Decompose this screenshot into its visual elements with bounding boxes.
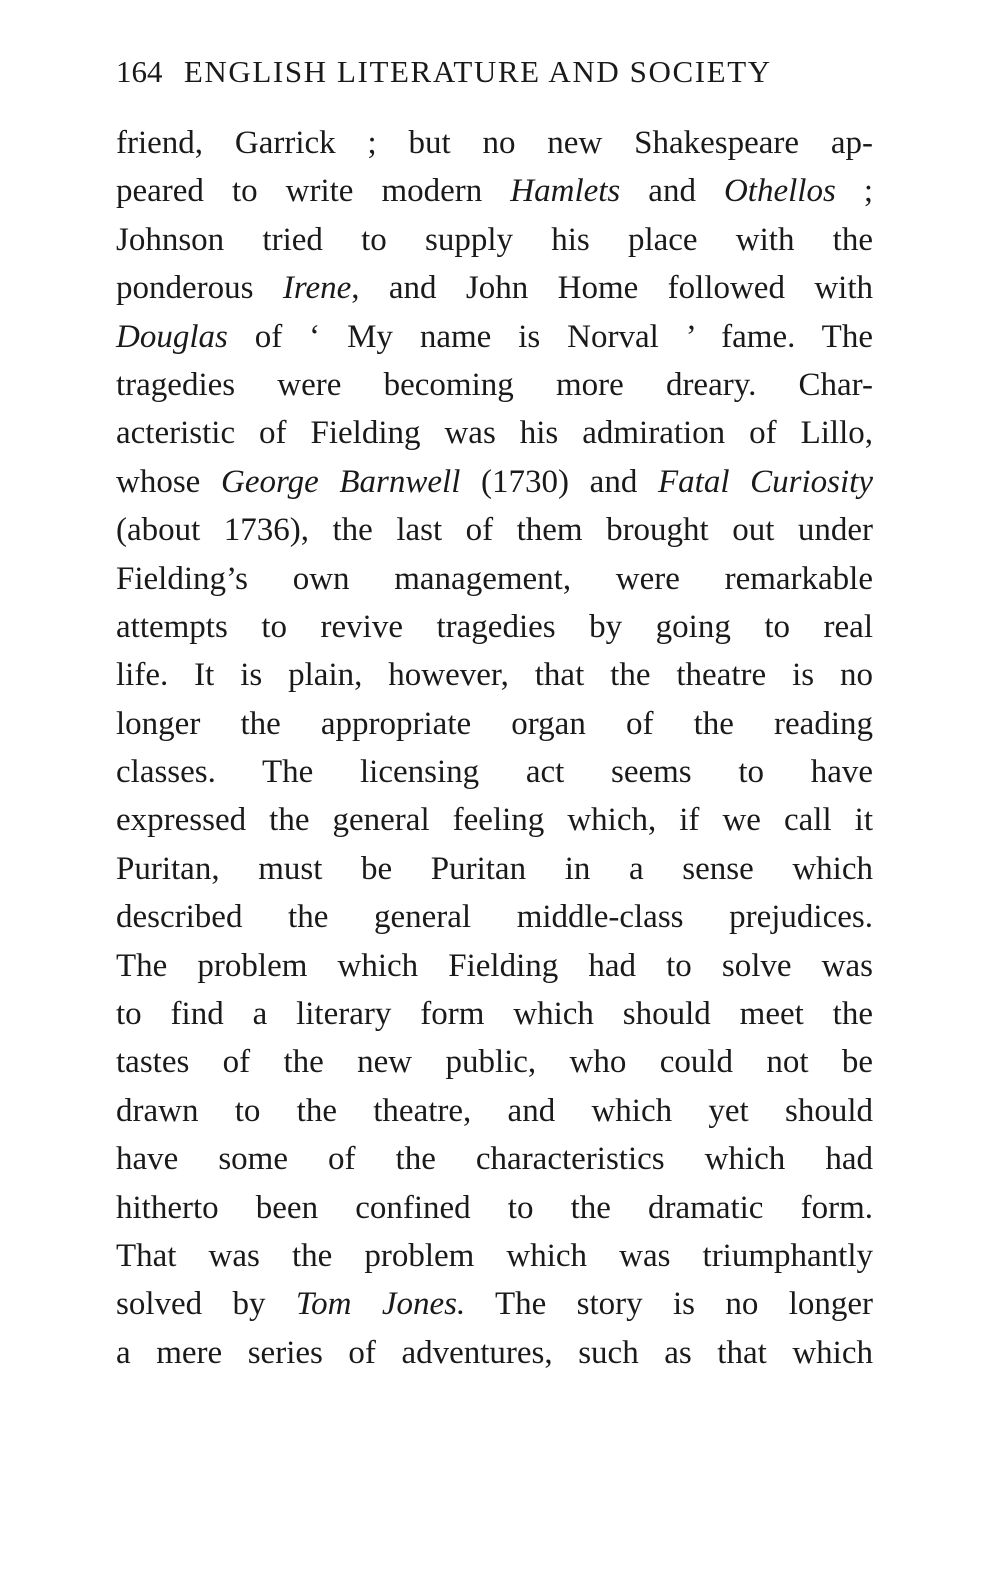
text-line (116, 458, 873, 506)
text-line (116, 1280, 873, 1328)
text-run: of ‘ My name is Norval ’ fame. The (227, 318, 873, 355)
italic-title: Tom Jones. (295, 1286, 466, 1323)
italic-title: George Barnwell (220, 463, 461, 500)
text-run: have some of the characteristics which had (116, 1141, 873, 1178)
text-run: ; (835, 173, 873, 210)
text-run: The problem which Fielding had to solve was (116, 947, 873, 984)
text-run: (1730) and (460, 463, 658, 500)
text-run: life. It is plain, however, that the theatre is no (116, 657, 873, 694)
text-run: That was the problem which was triumphantly (116, 1237, 873, 1274)
text-run: whose (116, 463, 221, 500)
text-run: classes. The licensing act seems to have (116, 754, 873, 791)
text-run: longer the appropriate organ of the reading (116, 705, 873, 742)
text-line (116, 167, 873, 215)
text-line (116, 700, 873, 748)
text-line (116, 990, 873, 1038)
page-number: 164 (116, 54, 163, 89)
text-run: and (620, 173, 724, 210)
text-line (116, 1184, 873, 1232)
text-line (116, 361, 873, 409)
text-run: expressed the general feeling which, if we call it (116, 802, 873, 839)
text-line (116, 748, 873, 796)
text-line (116, 216, 873, 264)
text-run: The story is no longer (465, 1286, 873, 1323)
text-line (116, 1038, 873, 1086)
text-run: hitherto been confined to the dramatic form. (116, 1189, 873, 1226)
text-line (116, 119, 873, 167)
text-line (116, 264, 873, 312)
text-run: friend, Garrick ; but no new Shakespeare ap- (116, 125, 873, 161)
text-run: to find a literary form which should meet the (116, 996, 873, 1033)
italic-title: Hamlets (510, 173, 621, 210)
text-line (116, 1232, 873, 1280)
text-line (116, 1135, 873, 1183)
text-line (116, 1329, 873, 1377)
text-run: , and John Home followed with (351, 270, 873, 307)
text-line (116, 603, 873, 651)
text-run: attempts to revive tragedies by going to real (116, 608, 873, 645)
text-run: described the general middle-class prejudices. (116, 899, 873, 936)
text-line (116, 555, 873, 603)
text-run: (about 1736), the last of them brought out under (116, 512, 873, 549)
text-run: drawn to the theatre, and which yet should (116, 1092, 873, 1129)
body-text (116, 119, 873, 1377)
text-line (116, 409, 873, 457)
text-line (116, 651, 873, 699)
italic-title: Irene (282, 270, 352, 307)
running-head (116, 52, 873, 92)
italic-title: Fatal Curiosity (658, 463, 873, 500)
italic-title: Douglas (116, 318, 228, 355)
text-run: tragedies were becoming more dreary. Char- (116, 366, 873, 403)
text-run: Fielding’s own management, were remarkable (116, 560, 873, 597)
text-run: peared to write modern (116, 173, 511, 210)
text-line (116, 893, 873, 941)
text-line (116, 796, 873, 844)
text-line (116, 845, 873, 893)
text-run: tastes of the new public, who could not be (116, 1044, 873, 1081)
text-line (116, 942, 873, 990)
text-line (116, 506, 873, 554)
text-run: Johnson tried to supply his place with the (116, 221, 873, 258)
text-line (116, 313, 873, 361)
text-run: solved by (116, 1286, 296, 1323)
running-title: ENGLISH LITERATURE AND SOCIETY (183, 54, 772, 89)
text-run: acteristic of Fielding was his admiration of Lillo, (116, 415, 873, 452)
text-line (116, 1087, 873, 1135)
text-run: a mere series of adventures, such as that which (116, 1334, 873, 1371)
text-run: Puritan, must be Puritan in a sense which (116, 850, 873, 887)
text-run: ponderous (116, 270, 283, 307)
italic-title: Othellos (723, 173, 836, 210)
